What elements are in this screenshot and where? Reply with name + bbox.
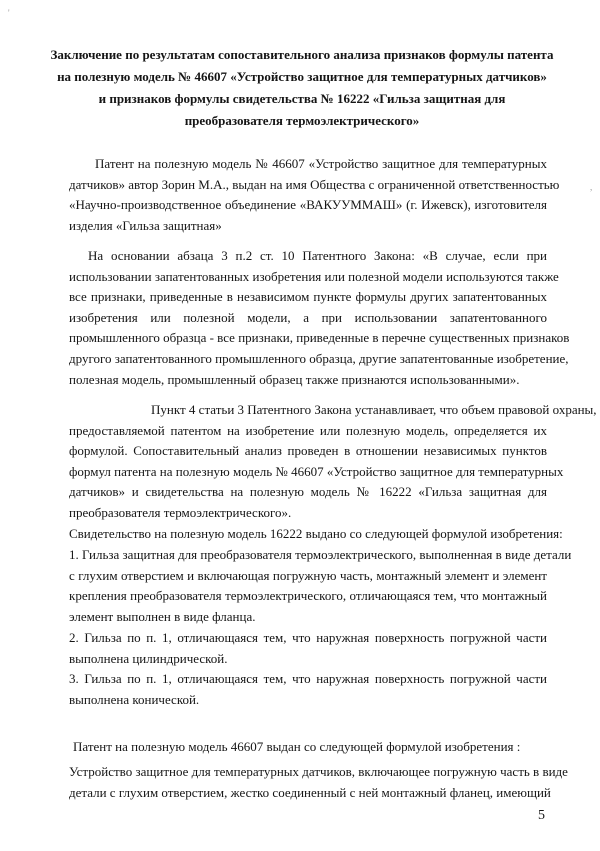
text-line: все признаки, приведенные в независимом пункте формулы других запатентованных [69,289,547,305]
document-title [50,44,554,132]
title-line: и признаков формулы свидетельства № 16222 «Гильза защитная для [98,91,506,106]
scan-mark: , [590,182,593,192]
text-line: выполнена конической. [69,691,200,707]
text-line: 1. Гильза защитная для преобразователя термоэлектрического, выполненная в виде детали [69,547,572,562]
text-line: На основании абзаца 3 п.2 ст. 10 Патентного Закона: «В случае, если при [88,248,547,263]
text-line: другого запатентованного промышленного образца, другие запатентованные изобретение, [69,350,569,366]
text-line: «Научно-производственное объединение «ВАКУУММАШ» (г. Ижевск), изготовителя [69,197,547,213]
paragraph-patent-description [69,154,560,236]
text-line: предоставляемой патентом на изобретение или полезную модель, определяется их [69,422,547,438]
claim-2 [69,628,547,669]
text-line: датчиков» автор Зорин М.А., выдан на имя Общества с ограниченной ответственностью [69,176,560,192]
paragraph-patent-formula-intro [69,737,547,758]
claim-1 [69,545,572,627]
text-line: Патент на полезную модель 46607 выдан со следующей формулой изобретения : [73,739,521,754]
claim-3 [69,669,547,710]
title-line: преобразователя термоэлектрического» [184,113,420,128]
text-line: выполнена цилиндрической. [69,650,228,666]
text-line: использовании запатентованных изобретения или полезной модели используются также [69,268,559,284]
text-line: 3. Гильза по п. 1, отличающаяся тем, что наружная поверхность погружной части [69,671,547,686]
title-line: на полезную модель № 46607 «Устройство защитное для температурных датчиков» [57,69,547,84]
text-line: Пункт 4 статьи 3 Патентного Закона устанавливает, что объем правовой охраны, [151,402,597,417]
text-line: крепления преобразователя термоэлектрического, отличающаяся тем, что монтажный [69,588,547,604]
page-number: 5 [538,808,545,823]
paragraph-certificate-formula-intro [69,524,563,545]
text-line: преобразователя термоэлектрического». [69,504,292,520]
text-line: изделия «Гильза защитная» [69,217,222,233]
text-line: с глухим отверстием и включающая погружную часть, монтажный элемент и элемент [69,567,547,583]
text-line: Свидетельство на полезную модель 16222 выдано со следующей формулой изобретения: [69,526,563,541]
text-line: формулой. Сопоставительный анализ проведен в отношении независимых пунктов [69,443,547,459]
paragraph-scope-of-protection [69,400,597,524]
title-line: Заключение по результатам сопоставительного анализа признаков формулы патента [50,47,554,62]
text-line: датчиков» и свидетельства на полезную модель № 16222 «Гильза защитная для [69,484,547,500]
text-line: формул патента на полезную модель № 46607 «Устройство защитное для температурных [69,463,564,479]
scan-mark: ' [8,8,10,18]
text-line: Устройство защитное для температурных датчиков, включающее погружную часть в виде [69,764,568,779]
text-line: полезная модель, промышленный образец также признаются использованными». [69,371,520,387]
text-line: элемент выполнен в виде фланца. [69,608,256,624]
text-line: промышленного образца - все признаки, приведенные в перечне существенных признаков [69,330,570,346]
text-line: детали с глухим отверстием, жестко соединенный с ней монтажный фланец, имеющий [69,784,551,800]
text-line: изобретения или полезной модели, а при использовании запатентованного [69,309,547,325]
paragraph-law-citation [69,246,570,390]
text-line: Патент на полезную модель № 46607 «Устройство защитное для температурных [95,156,547,171]
text-line: 2. Гильза по п. 1, отличающаяся тем, что наружная поверхность погружной части [69,630,547,645]
paragraph-patent-formula [69,762,568,803]
